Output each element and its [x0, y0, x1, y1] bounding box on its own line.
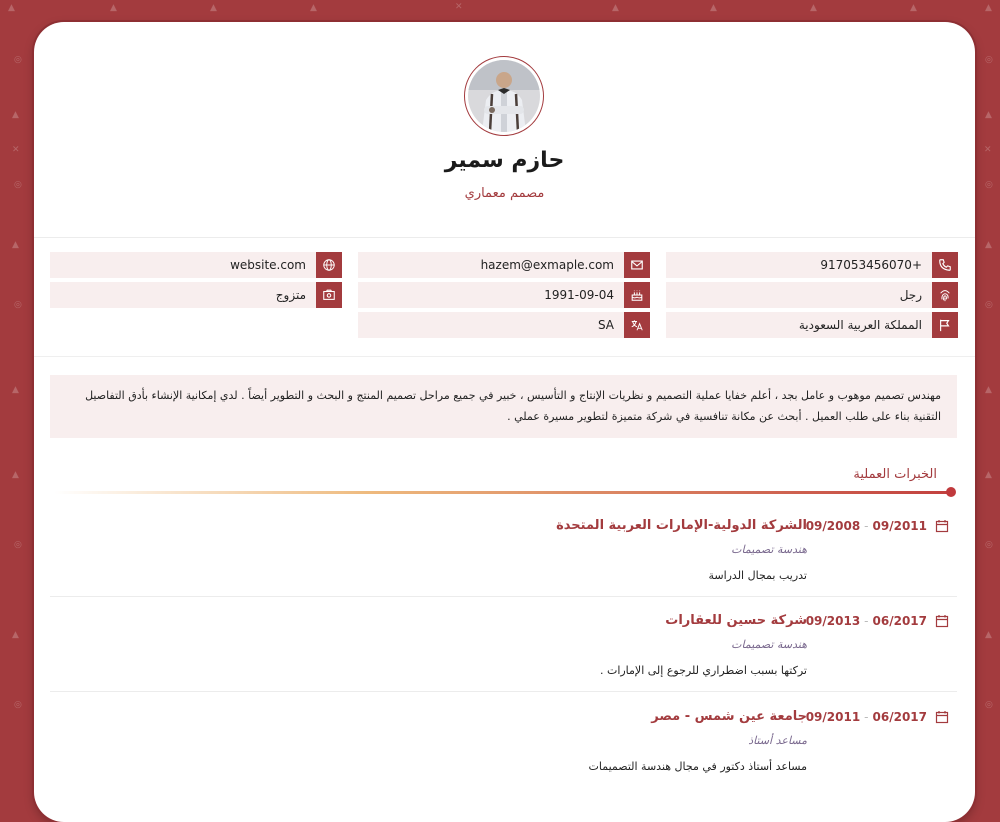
country-field: [666, 312, 958, 338]
country-value: المملكة العربية السعودية: [798, 318, 922, 332]
company-name: الشركة الدولية-الإمارات العربية المتحدة: [556, 518, 807, 533]
language-field: [358, 312, 650, 338]
marital-status-field: [50, 282, 342, 308]
start-date: 09/2008: [805, 519, 861, 533]
calendar-icon: [935, 519, 949, 533]
website-field: [50, 252, 342, 278]
job-description: مساعد أستاذ دكتور في مجال هندسة التصميمات: [588, 760, 807, 773]
section-divider-line: [54, 491, 950, 494]
end-date: 06/2017: [872, 710, 927, 724]
email-value: hazem@exmaple.com: [480, 258, 614, 272]
globe-icon: [316, 252, 342, 278]
experience-item: [50, 710, 957, 790]
profile-title: مصمم معماري: [464, 186, 545, 201]
calendar-icon: [935, 614, 949, 628]
experience-section-title: الخبرات العملية: [853, 467, 937, 482]
resume-card: [34, 22, 975, 822]
section-divider-dot: [946, 487, 956, 497]
id-card-icon: [316, 282, 342, 308]
phone-value: +917053456070: [820, 258, 922, 272]
divider: [34, 356, 975, 357]
item-divider: [50, 596, 957, 597]
contact-info: [50, 252, 958, 338]
avatar: [464, 56, 544, 136]
phone-field: [666, 252, 958, 278]
envelope-icon: [624, 252, 650, 278]
job-role: هندسة تصميمات: [731, 543, 807, 556]
profile-name: حازم سمير: [444, 148, 565, 173]
marital-status-value: متزوج: [275, 288, 306, 302]
profile-header: [34, 22, 975, 238]
item-divider: [50, 691, 957, 692]
gender-value: رجل: [899, 288, 922, 302]
experience-dates: 09/2011 - 06/2017: [805, 710, 927, 724]
company-name: شركة حسين للعقارات: [665, 613, 807, 628]
translate-icon: [624, 312, 650, 338]
job-role: هندسة تصميمات: [731, 638, 807, 651]
experience-item: [50, 614, 957, 694]
avatar-photo: [468, 60, 540, 132]
experience-item: [50, 519, 957, 599]
birthdate-value: 1991-09-04: [544, 288, 614, 302]
gender-field: [666, 282, 958, 308]
experience-dates: 09/2013 - 06/2017: [805, 614, 927, 628]
email-field: [358, 252, 650, 278]
birthdate-field: [358, 282, 650, 308]
start-date: 09/2011: [805, 710, 861, 724]
cake-icon: [624, 282, 650, 308]
phone-icon: [932, 252, 958, 278]
end-date: 09/2011: [872, 519, 927, 533]
company-name: جامعة عين شمس - مصر: [651, 709, 807, 724]
fingerprint-icon: [932, 282, 958, 308]
job-role: مساعد أستاذ: [748, 734, 807, 747]
about-text: مهندس تصميم موهوب و عامل بجد ، أعلم خفايا عملية التصميم و نظريات الإنتاج و التأسيس ، خبير في جميع مراحل تصميم المنتج و البحث و التطوير أيضاً . لدي إمكانية الإنشاء بأدق التفاصيل التقنية بناء على طلب العميل . أبحث عن مكانة تنافسية في شركة متميزة لتطوير مسيرة عملي .: [50, 375, 957, 438]
job-description: تركتها بسبب اضطراري للرجوع إلى الإمارات .: [599, 664, 807, 677]
job-description: تدريب بمجال الدراسة: [708, 569, 807, 582]
flag-icon: [932, 312, 958, 338]
experience-dates: 09/2008 - 09/2011: [805, 519, 927, 533]
language-value: SA: [597, 318, 614, 332]
calendar-icon: [935, 710, 949, 724]
website-value[interactable]: website.com: [230, 258, 306, 272]
background-pattern: ▲ ▲ ▲ ▲ ✕ ▲ ▲ ▲ ▲ ▲ ◎ ▲ ✕ ◎ ▲ ◎ ▲ ▲ ◎ ▲ ◎ ◎ ▲ ✕ ◎ ▲ ◎ ▲ ▲ ◎ ▲ ◎: [8, 2, 993, 710]
end-date: 06/2017: [872, 614, 927, 628]
start-date: 09/2013: [805, 614, 861, 628]
